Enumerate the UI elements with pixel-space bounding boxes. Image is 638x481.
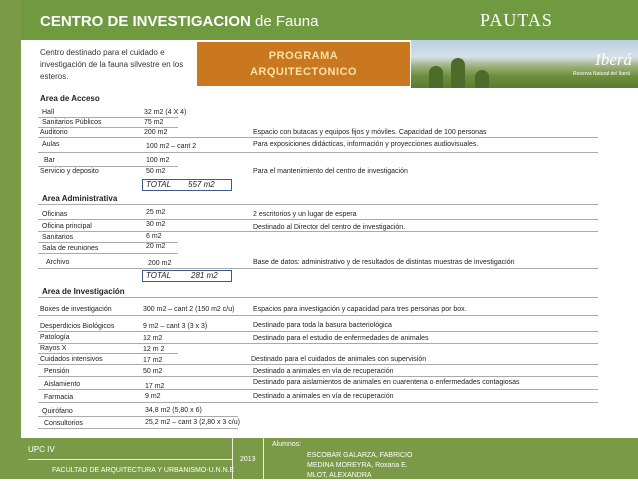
row-name: Hall: [42, 109, 55, 116]
total-box-acceso: [142, 179, 232, 191]
row-area: 12 m 2: [143, 346, 165, 353]
student-name: MEDINA MOREYRA, Roxana E.: [307, 462, 408, 469]
row-name: Quirófano: [42, 408, 73, 415]
footer-faculty: FACULTAD DE ARQUITECTURA Y URBANISMO-U.N.N.E: [52, 467, 235, 474]
row-area: 12 m2: [143, 335, 163, 342]
row-divider: [38, 416, 238, 417]
total-box-administrativa: [142, 270, 232, 282]
page-title: [40, 13, 318, 30]
section-title-acceso: Area de Acceso: [40, 94, 100, 103]
total-value: 281 m2: [191, 271, 218, 280]
row-desc: Para el mantenimiento del centro de investigación: [253, 168, 408, 175]
row-desc: Base de datos: administrativo y de resultados de distintas muestras de investigación: [253, 259, 515, 266]
program-banner: [197, 42, 410, 86]
section-divider: [38, 204, 598, 205]
row-divider: [38, 402, 598, 403]
row-name: Cuidados intensivos: [40, 356, 103, 363]
tree-shape: [429, 66, 443, 88]
row-desc: Para exposiciones didácticas, información y proyecciones audiovisuales.: [253, 141, 479, 148]
section-title-investigacion: Area de Investigación: [42, 287, 125, 296]
row-name: Farmacia: [44, 394, 74, 401]
row-divider: [38, 268, 598, 269]
row-desc: Destinado para el cuidados de animales con supervisión: [251, 356, 427, 363]
row-divider: [38, 137, 598, 138]
row-name: Bar: [44, 157, 55, 164]
row-divider: [38, 219, 598, 220]
footer-year: 2013: [240, 456, 256, 463]
row-divider: [38, 364, 598, 365]
row-area: 32 m2 (4 X 4): [144, 109, 187, 116]
row-area: 34,8 m2 (5,80 x 6): [145, 407, 202, 414]
row-desc: Destinado para aislamientos de animales en cuarentena o enfermedades contagiosas: [253, 379, 520, 386]
tree-shape: [451, 58, 465, 88]
row-divider: [38, 389, 598, 390]
row-name: Pensión: [44, 368, 70, 375]
row-divider: [38, 343, 598, 344]
tree-shape: [475, 70, 489, 88]
row-area: 17 m2: [145, 383, 165, 390]
row-area: 100 m2 – cant 2: [146, 143, 197, 150]
row-desc: Espacio con butacas y equipos fijos y móviles. Capacidad de 100 personas: [253, 129, 487, 136]
row-name: Patología: [40, 334, 70, 341]
row-area: 300 m2 – cant 2 (150 m2 c/u): [143, 306, 235, 313]
row-name: Boxes de investigación: [40, 306, 112, 313]
row-desc: Destinado para el estudio de enfermedades de animales: [253, 335, 429, 342]
row-area: 200 m2: [148, 260, 172, 267]
landscape-photo: [411, 40, 638, 88]
row-desc: 2 escritorios y un lugar de espera: [253, 211, 357, 218]
row-name: Sanitarios: [42, 234, 74, 241]
row-area: 25 m2: [146, 209, 166, 216]
row-name: Oficina principal: [42, 223, 92, 230]
row-name: Sanitarios Públicos: [42, 119, 102, 126]
student-name: ESCOBAR GALARZA, FABRICIO: [307, 452, 413, 459]
row-divider: [38, 253, 178, 254]
footer-students-label: Alumnos:: [272, 441, 302, 448]
row-area: 30 m2: [146, 221, 166, 228]
row-name: Aulas: [42, 141, 60, 148]
row-area: 9 m2 – cant 3 (3 x 3): [143, 323, 208, 330]
row-area: 9 m2: [145, 393, 161, 400]
row-area: 100 m2: [146, 157, 170, 164]
title-normal: de Fauna: [255, 13, 319, 30]
row-area: 25,2 m2 – cant 3 (2,80 x 3 c/u): [145, 419, 240, 426]
footer-students: [307, 451, 412, 481]
row-name: Archivo: [46, 259, 70, 266]
row-name: Consultorios: [44, 420, 83, 427]
row-desc: Destinado a animales en vía de recuperación: [253, 393, 394, 400]
title-bold: CENTRO DE INVESTIGACION: [40, 13, 251, 30]
row-desc: Destinado a animales en vía de recuperación: [253, 368, 394, 375]
total-label: TOTAL: [146, 180, 172, 189]
row-divider: [38, 315, 598, 316]
row-area: 20 m2: [146, 243, 166, 250]
total-value: 557 m2: [188, 180, 215, 189]
footer-institution: UPC IV: [28, 445, 55, 454]
row-divider: [38, 353, 178, 354]
section-title-administrativa: Area Administrativa: [42, 194, 118, 203]
pautas-label: PAUTAS: [480, 10, 553, 30]
total-label: TOTAL: [146, 271, 172, 280]
row-name: Sala de reuniones: [42, 245, 99, 252]
row-name: Servicio y deposito: [40, 168, 99, 175]
row-area: 75 m2: [144, 119, 164, 126]
row-name: Oficinas: [42, 211, 68, 218]
left-sidebar-band: [0, 0, 21, 479]
footer-divider: [28, 459, 233, 460]
row-desc: Destinado para toda la basura bacteriológica: [253, 322, 392, 329]
row-divider: [38, 231, 598, 232]
row-name: Rayos X: [40, 345, 67, 352]
row-area: 50 m2: [143, 368, 163, 375]
row-name: Auditorio: [40, 129, 68, 136]
row-divider: [38, 428, 238, 429]
program-line-2: ARQUITECTONICO: [249, 66, 358, 78]
section-divider: [38, 297, 598, 298]
row-name: Desperdicios Biológicos: [40, 323, 115, 330]
row-area: 6 m2: [146, 233, 162, 240]
ibera-logo-subtitle: Reserva Natural del Iberá: [573, 71, 630, 77]
row-area: 17 m2: [143, 357, 163, 364]
row-divider: [38, 376, 598, 377]
ibera-logo-text: Iberá: [595, 50, 632, 69]
row-name: Aislamiento: [44, 381, 81, 388]
program-line-1: PROGRAMA: [268, 50, 339, 62]
row-area: 50 m2: [146, 168, 166, 175]
row-divider: [38, 331, 598, 332]
row-desc: Destinado al Director del centro de investigación.: [253, 224, 406, 231]
row-desc: Espacios para investigación y capacidad para tres personas por box.: [253, 306, 467, 313]
row-divider: [38, 152, 598, 153]
intro-text: Centro destinado para el cuidado e investigación de la fauna silvestre en los esteros.: [40, 48, 184, 81]
row-area: 200 m2: [144, 129, 168, 136]
student-name: MLOT, ALEXANDRA: [307, 472, 372, 479]
